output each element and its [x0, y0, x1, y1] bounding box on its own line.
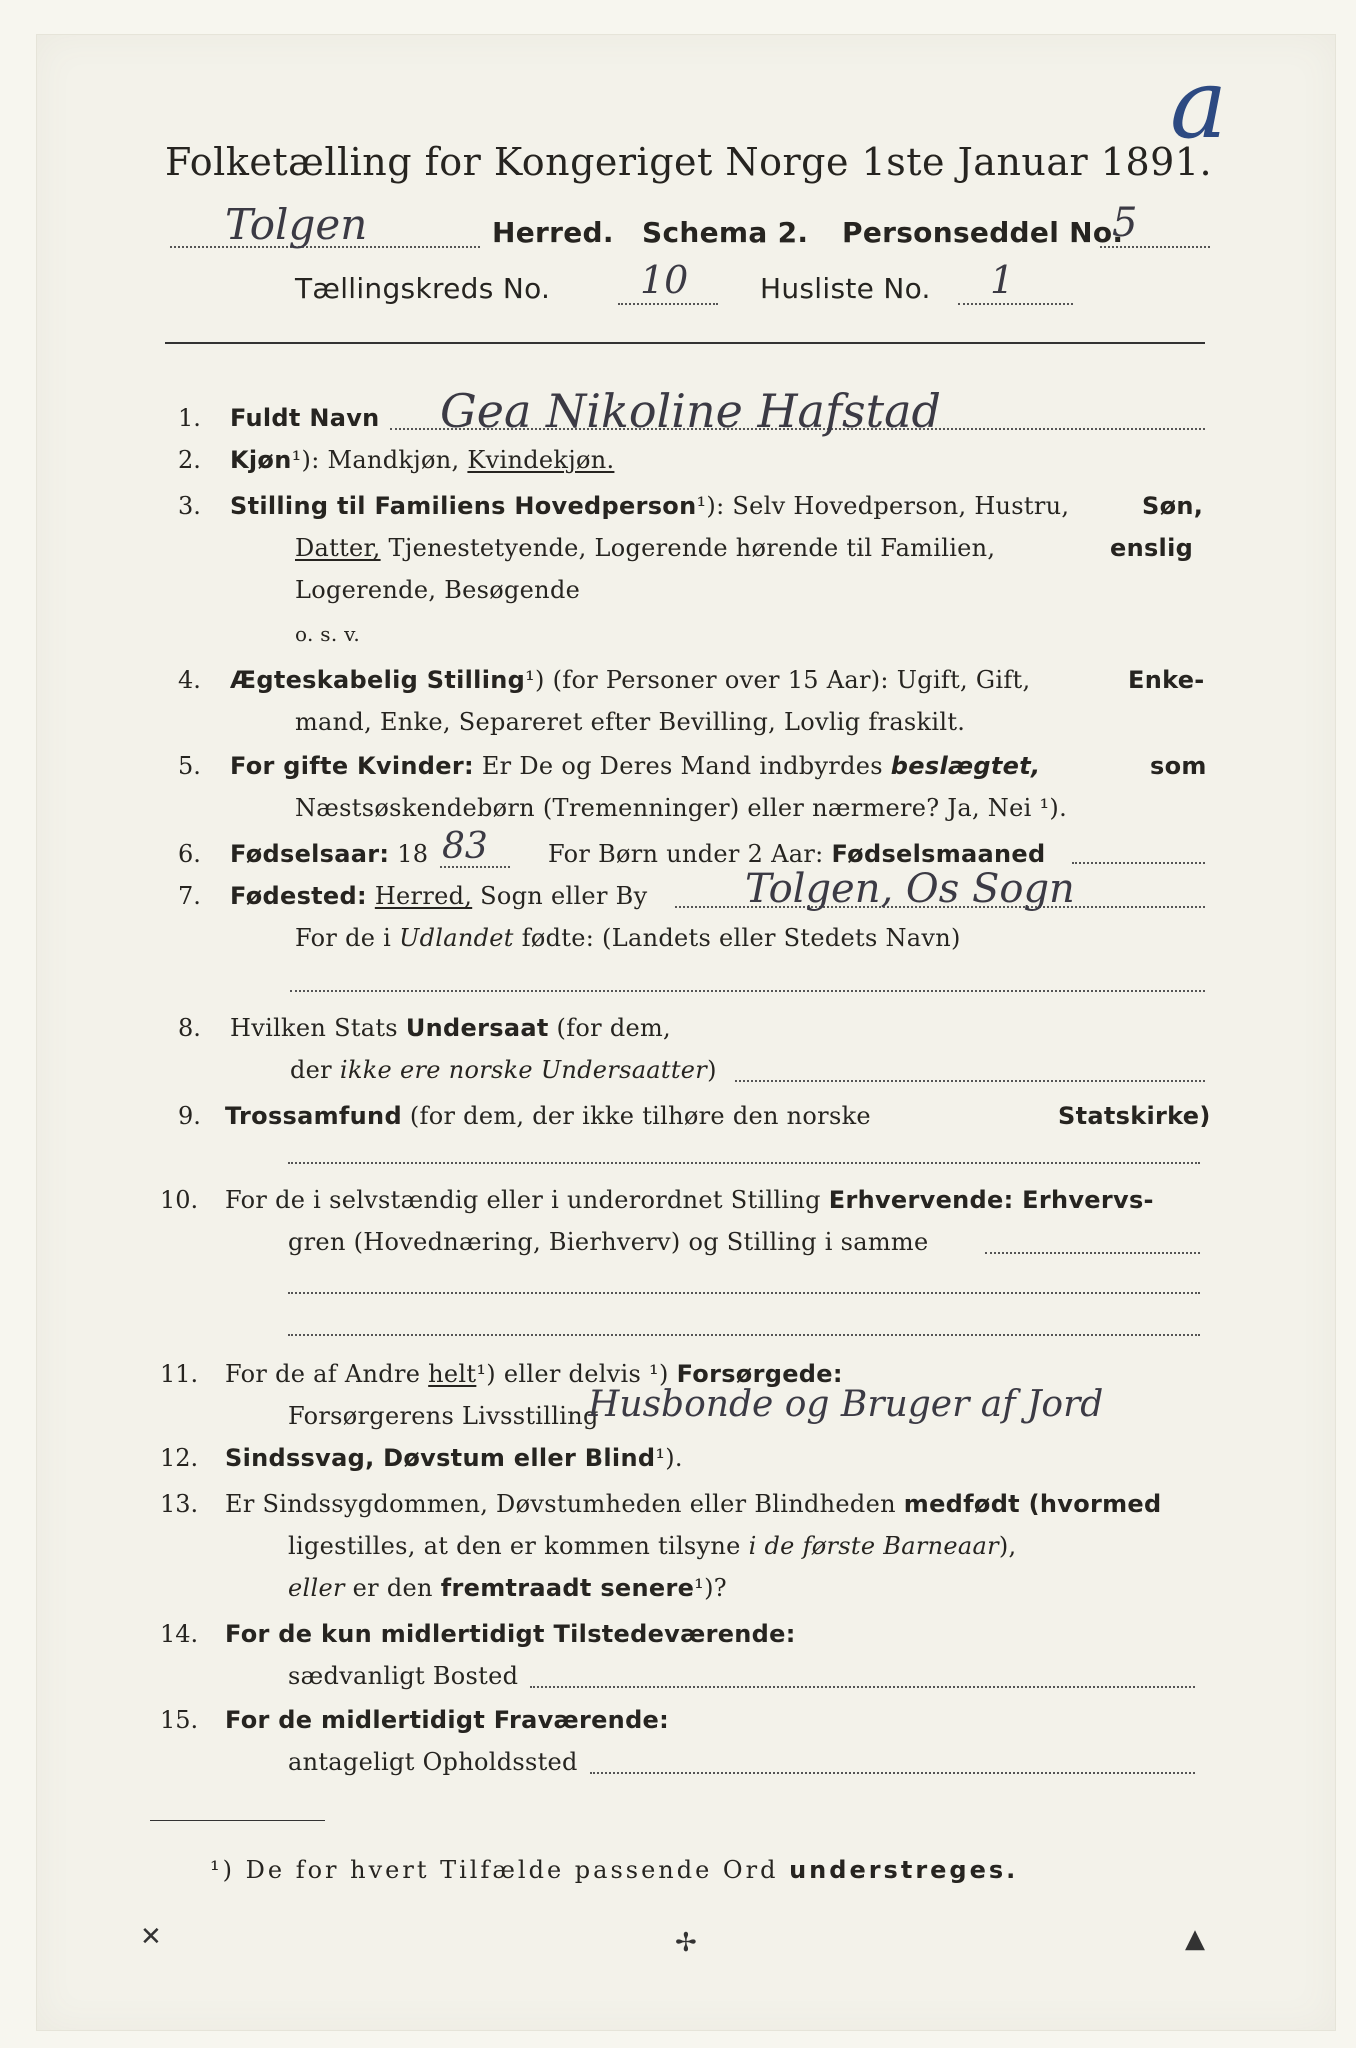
q7-line2 — [295, 924, 961, 952]
q13-line3 — [288, 1574, 727, 1602]
personseddel-dotted-line — [1100, 246, 1210, 248]
q8-number: 8. — [178, 1014, 201, 1042]
q1-number: 1. — [178, 404, 201, 432]
q13-line1-bold: medfødt (hvormed — [903, 1490, 1162, 1518]
q8-line2 — [290, 1056, 717, 1084]
q12-line — [225, 1444, 683, 1472]
q2-sup: ¹): — [291, 446, 320, 474]
q8-line2-pre: der — [290, 1056, 332, 1084]
q6-line — [230, 840, 428, 868]
q3-option-datter[interactable]: Datter, — [295, 534, 381, 562]
q6-rest: For Børn under 2 Aar: — [548, 840, 824, 868]
q7-label: Fødested: — [230, 882, 367, 910]
q10-dotted-line-2[interactable] — [288, 1292, 1200, 1294]
q3-line1-rest: ¹): Selv Hovedperson, Hustru, — [696, 492, 1070, 520]
q5-beslaegtet: beslægtet, — [890, 752, 1041, 780]
footnote — [210, 1856, 1018, 1884]
q12-sup: ¹). — [655, 1444, 683, 1472]
q7-line2-pre: For de i — [295, 924, 392, 952]
q2-number: 2. — [178, 446, 201, 474]
q6-month-label: Fødselsmaaned — [831, 840, 1046, 868]
q13-line2-post: ), — [998, 1532, 1017, 1560]
q13-line2-pre: ligestilles, at den er kommen tilsyne — [288, 1532, 741, 1560]
q3-line4: o. s. v. — [295, 622, 361, 646]
q3-line1 — [230, 492, 1069, 520]
q9-end: Statskirke) — [1058, 1102, 1211, 1130]
q8-line2-post: ) — [707, 1056, 717, 1084]
q6-label: Fødselsaar: — [230, 840, 390, 868]
q13-line3-pre: er den — [352, 1574, 433, 1602]
husliste-value[interactable]: 1 — [990, 258, 1015, 302]
schema-label: Schema 2. — [642, 216, 809, 249]
q7-line1 — [230, 882, 647, 910]
birth-year-dotted-line — [440, 866, 510, 868]
q8-line1 — [230, 1014, 671, 1042]
q4-line1-end[interactable]: Enke- — [1128, 666, 1205, 694]
q9-dotted-line[interactable] — [288, 1162, 1200, 1164]
q7-line2-post: fødte: (Landets eller Stedets Navn) — [521, 924, 961, 952]
herred-label: Herred. — [492, 216, 614, 249]
q15-line2: antageligt Opholdssted — [288, 1748, 578, 1776]
q4-line2: mand, Enke, Separeret efter Bevilling, Lovlig fraskilt. — [295, 708, 966, 736]
kreds-value[interactable]: 10 — [640, 258, 689, 302]
herred-value[interactable]: Tolgen — [225, 200, 368, 249]
q8-line2-italic: ikke ere norske Undersaatter — [339, 1056, 708, 1084]
q10-dotted-line-3[interactable] — [288, 1334, 1200, 1336]
q2-option-mandkjon[interactable]: Mandkjøn, — [327, 446, 460, 474]
q1-label: Fuldt Navn — [230, 404, 380, 432]
q5-label: For gifte Kvinder: — [230, 752, 474, 780]
q8-dotted-line[interactable] — [735, 1080, 1205, 1082]
footnote-divider — [150, 1820, 325, 1821]
footnote-end: understreges. — [789, 1856, 1019, 1884]
q8-label: Undersaat — [405, 1014, 549, 1042]
q9-rest: (for dem, der ikke tilhøre den norske — [409, 1102, 871, 1130]
q10-line1 — [225, 1186, 1154, 1214]
q10-line2: gren (Hovednæring, Bierhverv) og Stilling i samme — [288, 1228, 929, 1256]
q10-number: 10. — [160, 1186, 199, 1214]
q7-foreign-dotted-line[interactable] — [290, 990, 1205, 992]
q12-number: 12. — [160, 1444, 199, 1472]
q11-line1-pre: For de af Andre — [225, 1360, 421, 1388]
kreds-dotted-line — [618, 303, 718, 305]
q2-line — [230, 446, 614, 474]
q7-rest: Sogn eller By — [480, 882, 648, 910]
q3-line2-rest: Tjenestetyende, Logerende hørende til Familien, — [388, 534, 996, 562]
q9-number: 9. — [178, 1102, 201, 1130]
q2-label: Kjøn — [230, 446, 292, 474]
q9-label: Trossamfund — [225, 1102, 402, 1130]
q11-line1-mid: ¹) eller delvis ¹) — [476, 1360, 669, 1388]
provider-occupation-value[interactable]: Husbonde og Bruger af Jord — [588, 1384, 1104, 1425]
q6-rest-line — [548, 840, 1045, 868]
q5-line2: Næstsøskendebørn (Tremenninger) eller nærmere? Ja, Nei ¹). — [295, 794, 1068, 822]
husliste-label: Husliste No. — [760, 272, 931, 305]
q8-line1-post: (for dem, — [556, 1014, 671, 1042]
personseddel-value[interactable]: 5 — [1112, 200, 1138, 246]
q3-line2 — [295, 534, 995, 562]
q13-line2-italic: i de første Barneaar — [748, 1532, 999, 1560]
q15-dotted-line[interactable] — [590, 1772, 1195, 1774]
q15-number: 15. — [160, 1706, 199, 1734]
q14-dotted-line[interactable] — [530, 1686, 1195, 1688]
q5-line1-end: som — [1150, 752, 1207, 780]
q3-label: Stilling til Familiens Hovedperson — [230, 492, 697, 520]
q4-number: 4. — [178, 666, 201, 694]
q7-number: 7. — [178, 882, 201, 910]
q10-dotted-line-1[interactable] — [985, 1252, 1200, 1254]
q6-number: 6. — [178, 840, 201, 868]
q13-line3-bold: fremtraadt senere — [440, 1574, 695, 1602]
personseddel-label: Personseddel No. — [842, 216, 1124, 249]
q10-label: Erhvervende: Erhvervs- — [828, 1186, 1154, 1214]
q6-prefix: 18 — [397, 840, 429, 868]
q4-label: Ægteskabelig Stilling — [230, 666, 526, 694]
q14-number: 14. — [160, 1620, 199, 1648]
footnote-text: De for hvert Tilfælde passende Ord — [245, 1856, 779, 1884]
registration-mark-left: ✕ — [140, 1922, 162, 1952]
q3-line3: Logerende, Besøgende — [295, 576, 581, 604]
q11-option-helt[interactable]: helt — [428, 1360, 477, 1388]
q12-label: Sindssvag, Døvstum eller Blind — [225, 1444, 656, 1472]
q5-line1 — [230, 752, 1040, 780]
q13-number: 13. — [160, 1490, 199, 1518]
q13-line1 — [225, 1490, 1162, 1518]
q15-label: For de midlertidigt Fraværende: — [225, 1706, 670, 1734]
footnote-sup: ¹) — [210, 1856, 235, 1884]
q11-line2-label: Forsørgerens Livsstilling — [288, 1402, 599, 1430]
husliste-dotted-line — [958, 303, 1073, 305]
birth-month-dotted-line[interactable] — [1072, 862, 1205, 864]
q8-line1-pre: Hvilken Stats — [230, 1014, 398, 1042]
header-divider — [165, 342, 1205, 344]
q10-line1-pre: For de i selvstændig eller i underordnet Stilling — [225, 1186, 821, 1214]
registration-mark-right: ▲ — [1185, 1924, 1205, 1954]
q11-number: 11. — [160, 1360, 199, 1388]
q14-line2: sædvanligt Bosted — [288, 1662, 519, 1690]
q5-line1-rest: Er De og Deres Mand indbyrdes — [481, 752, 883, 780]
q4-line1 — [230, 666, 1030, 694]
q7-udlandet: Udlandet — [399, 924, 514, 952]
q13-line1-pre: Er Sindssygdommen, Døvstumheden eller Blindheden — [225, 1490, 896, 1518]
q3-line1-end[interactable]: Søn, — [1142, 492, 1204, 520]
q13-line2 — [288, 1532, 1016, 1560]
q11-label: Forsørgede: — [676, 1360, 843, 1388]
q5-number: 5. — [178, 752, 201, 780]
q14-label: For de kun midlertidigt Tilstedeværende: — [225, 1620, 796, 1648]
q2-option-kvindekjon[interactable]: Kvindekjøn. — [467, 446, 615, 474]
q13-line3-italic: eller — [288, 1574, 345, 1602]
birthplace-value[interactable]: Tolgen, Os Sogn — [745, 866, 1075, 912]
q3-number: 3. — [178, 492, 201, 520]
birth-year-value[interactable]: 83 — [442, 826, 488, 867]
q13-line3-post: ¹)? — [694, 1574, 727, 1602]
corner-letter: a — [1170, 48, 1228, 160]
q3-line2-end[interactable]: enslig — [1110, 534, 1194, 562]
q9-line — [225, 1102, 871, 1130]
q7-option-herred[interactable]: Herred, — [374, 882, 473, 910]
q4-line1-rest: ¹) (for Personer over 15 Aar): Ugift, Gift, — [525, 666, 1031, 694]
registration-mark-center: ✢ — [675, 1928, 697, 1958]
full-name-value[interactable]: Gea Nikoline Hafstad — [440, 384, 941, 438]
page-title: Folketælling for Kongeriget Norge 1ste Januar 1891. — [165, 140, 1213, 184]
kreds-label: Tællingskreds No. — [295, 272, 551, 305]
